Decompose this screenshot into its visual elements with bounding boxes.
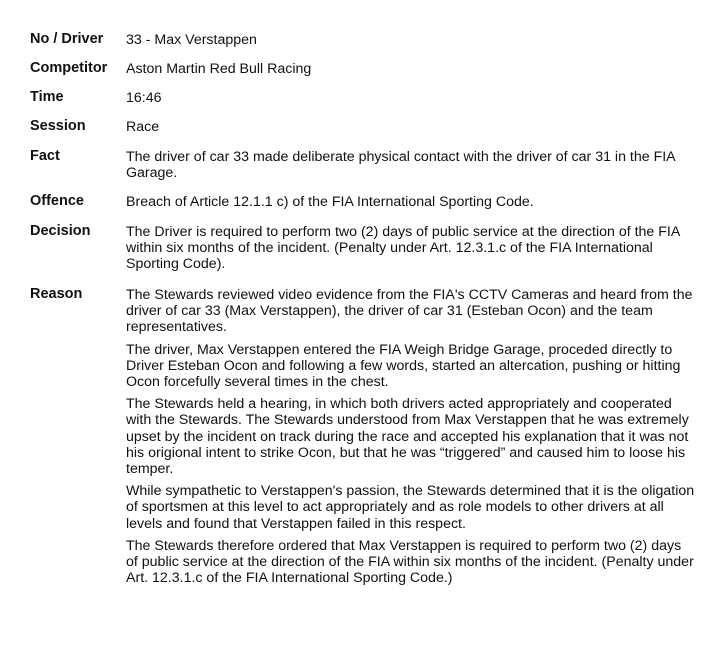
field-label-session: Session — [30, 118, 86, 134]
field-value-reason — [126, 287, 696, 586]
field-label-competitor: Competitor — [30, 60, 108, 76]
field-value-offence: Breach of Article 12.1.1 c) of the FIA International Sporting Code. — [126, 194, 534, 210]
field-value-fact: The driver of car 33 made deliberate physical contact with the driver of car 31 in the FIA Garage. — [126, 149, 675, 182]
reason-paragraph: The Stewards therefore ordered that Max Verstappen is required to perform two (2) days of public service at the direction of the FIA within six months of the incident. (Penalty under Art. 12.3.1.c of the FIA International Sporting Code.) — [126, 537, 694, 587]
field-label-reason: Reason — [30, 286, 83, 302]
reason-paragraph: The driver, Max Verstappen entered the FIA Weigh Bridge Garage, proceded directly to Driver Esteban Ocon and following a few words, started an altercation, pushing or hitting Ocon forcefully several times in the chest. — [126, 341, 681, 391]
field-value-competitor: Aston Martin Red Bull Racing — [126, 61, 312, 77]
field-value-time: 16:46 — [126, 90, 162, 106]
reason-paragraph: While sympathetic to Verstappen's passion, the Stewards determined that it is the oligation of sportsmen at this level to act appropriately and as role models to other drivers at all levels and found that Verstappen failed in this respect. — [126, 483, 695, 532]
field-value-decision: The Driver is required to perform two (2) days of public service at the direction of the FIA within six months of the incident. (Penalty under Art. 12.3.1.c of the FIA International Sporting Code). — [126, 224, 680, 273]
field-value-session: Race — [126, 119, 160, 135]
field-value-no-driver: 33 - Max Verstappen — [126, 32, 257, 48]
field-label-fact: Fact — [30, 148, 60, 164]
reason-paragraph: The Stewards reviewed video evidence from the FIA's CCTV Cameras and heard from the driver of car 33 (Max Verstappen), the driver of car 31 (Esteban Ocon) and the team representatives. — [126, 287, 693, 336]
field-label-offence: Offence — [30, 193, 84, 209]
reason-paragraph: The Stewards held a hearing, in which both drivers acted appropriately and cooperated with the Stewards. The Stewards understood from Max Verstappen that he was extremely upset by the incident on track during the race and accepted his explanation that it was not his origional intent to strike Ocon, but that he was “triggered” and caused him to loose his temper. — [126, 396, 689, 478]
field-label-decision: Decision — [30, 223, 91, 239]
field-label-time: Time — [30, 89, 64, 105]
field-label-no-driver: No / Driver — [30, 31, 104, 47]
